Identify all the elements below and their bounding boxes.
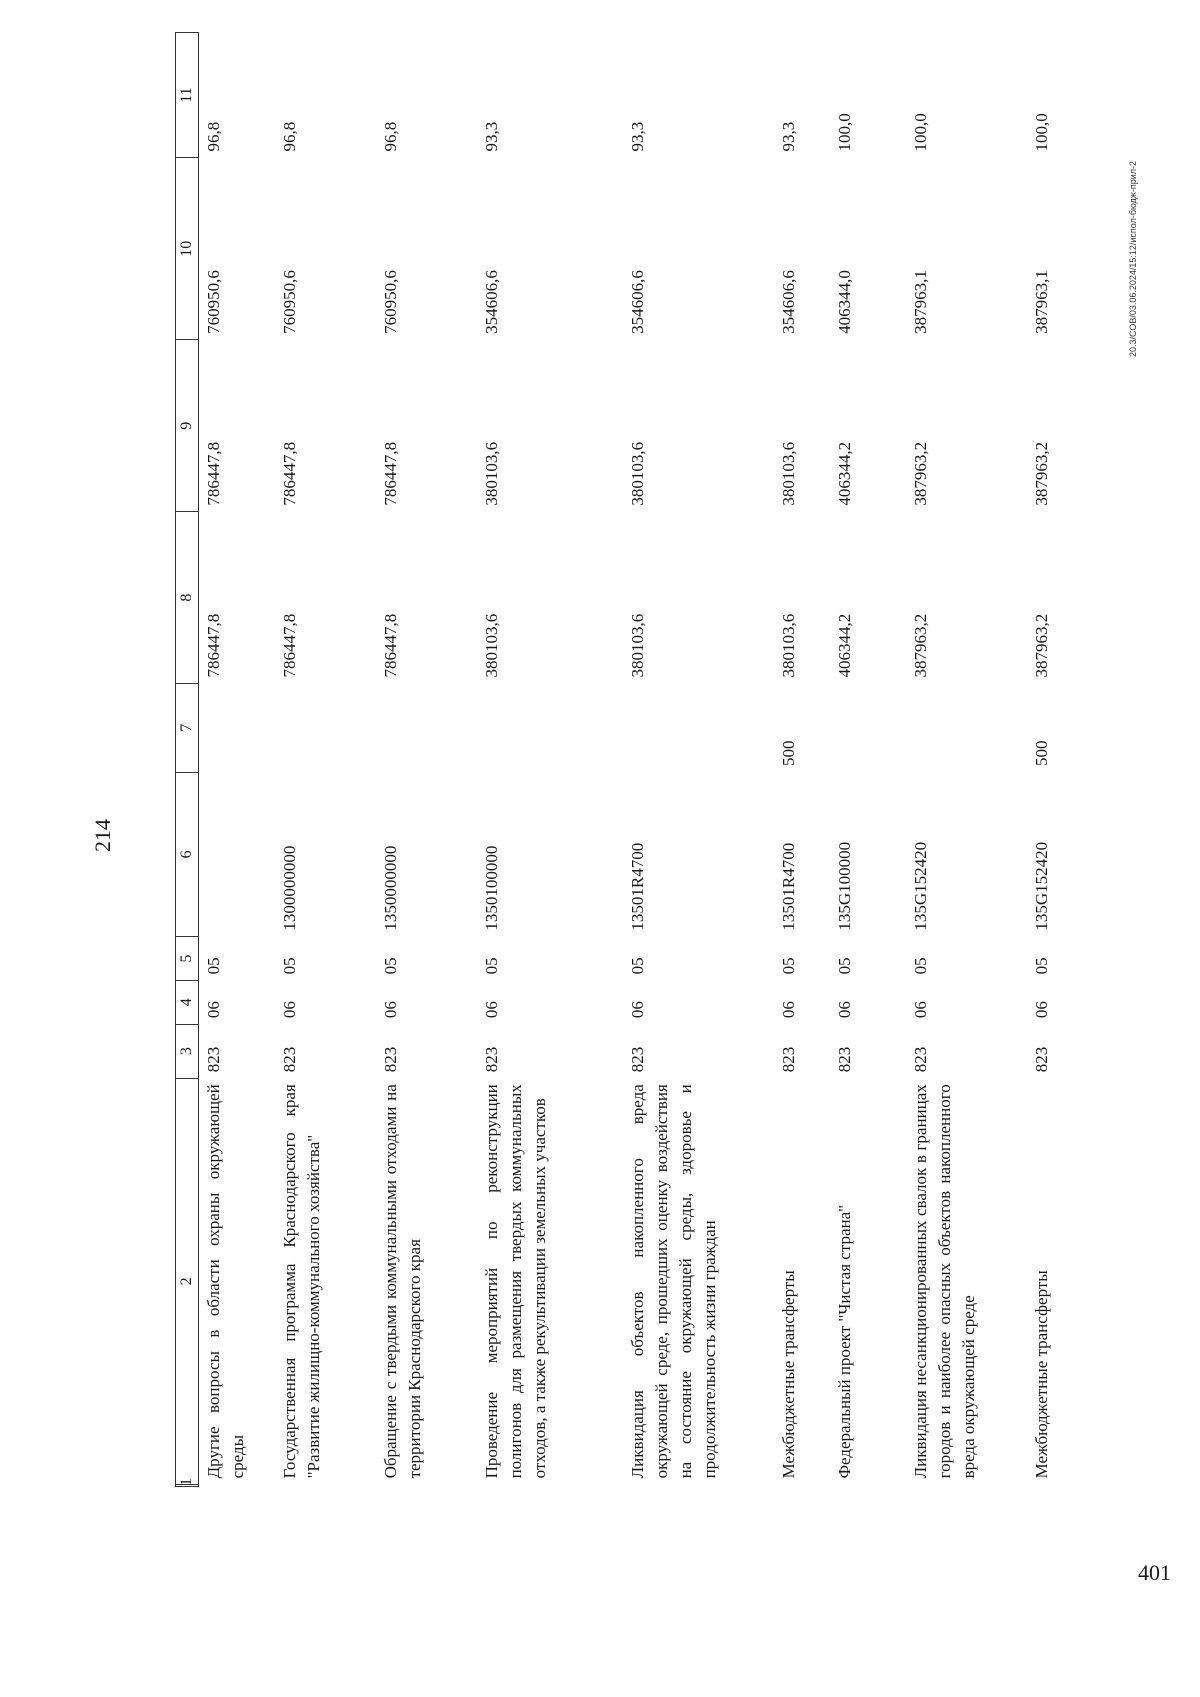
cell-col-1 <box>376 1484 477 1486</box>
cell-col-1 <box>774 1484 830 1486</box>
cell-col-10: 387963,1 <box>1032 270 1051 334</box>
cell-col-9: 406344,2 <box>835 441 854 506</box>
table-row <box>906 33 1027 1487</box>
cell-col-5: 05 <box>911 957 930 975</box>
cell-col-11: 93,3 <box>628 121 647 152</box>
cell-col-5: 05 <box>835 957 854 975</box>
cell-col-11: 100,0 <box>911 113 930 152</box>
cell-col-2: Государственная программа Краснодарского края "Развитие жилищно-коммунального хозяйства" <box>280 1084 323 1479</box>
table-row <box>477 33 623 1487</box>
column-header-3: 3 <box>176 1024 199 1078</box>
cell-col-1 <box>275 1484 376 1486</box>
column-header-1: 1 <box>176 1484 199 1486</box>
table-row <box>275 33 376 1487</box>
cell-col-6: 135G100000 <box>835 841 854 931</box>
cell-col-5: 05 <box>204 957 223 975</box>
column-header-5: 5 <box>176 937 199 981</box>
cell-col-11: 93,3 <box>482 121 501 152</box>
cell-col-7 <box>830 684 906 773</box>
column-header-8: 8 <box>176 512 199 684</box>
cell-col-5: 05 <box>779 957 798 975</box>
cell-col-4: 06 <box>204 1001 223 1019</box>
cell-col-5: 05 <box>1032 957 1051 975</box>
cell-col-4: 06 <box>779 1001 798 1019</box>
cell-col-3: 823 <box>628 1046 647 1073</box>
cell-col-9: 387963,2 <box>1032 441 1051 506</box>
cell-col-7 <box>376 684 477 773</box>
cell-col-11: 96,8 <box>204 121 223 152</box>
cell-col-4: 06 <box>381 1001 400 1019</box>
cell-col-2: Федеральный проект "Чистая страна" <box>835 1204 854 1479</box>
column-header-7: 7 <box>176 684 199 773</box>
table-row <box>376 33 477 1487</box>
cell-col-9: 786447,8 <box>204 441 223 506</box>
sheet-number: 401 <box>1138 1560 1171 1585</box>
cell-col-10: 354606,6 <box>779 270 798 334</box>
cell-col-3: 823 <box>1032 1046 1051 1073</box>
cell-col-4: 06 <box>280 1001 299 1019</box>
cell-col-8: 380103,6 <box>482 613 501 678</box>
cell-col-8: 786447,8 <box>280 613 299 678</box>
table-row <box>774 33 830 1487</box>
cell-col-4: 06 <box>628 1001 647 1019</box>
table-row <box>623 33 774 1487</box>
cell-col-7: 500 <box>1032 740 1051 767</box>
cell-col-7 <box>906 684 1027 773</box>
cell-col-10: 760950,6 <box>280 270 299 334</box>
cell-col-3: 823 <box>482 1046 501 1073</box>
column-header-4: 4 <box>176 980 199 1024</box>
cell-col-2: Ликвидация объектов накопленного вреда окружающей среде, прошедших оценку воздействия на состояние окружающей среды, здоровье и продолжительность жизни граждан <box>628 1084 719 1479</box>
cell-col-9: 387963,2 <box>911 441 930 506</box>
column-header-9: 9 <box>176 340 199 512</box>
cell-col-2: Проведение мероприятий по реконструкции полигонов для размещения твердых коммунальных отходов, а также рекультивации земельных участков <box>482 1084 549 1479</box>
footer-code: 20.3/СОВ/03.06.2024/15:12/испол-бюдж-прил-2 <box>1128 161 1138 357</box>
cell-col-8: 380103,6 <box>628 613 647 678</box>
cell-col-10: 354606,6 <box>628 270 647 334</box>
cell-col-6: 1350000000 <box>381 845 400 931</box>
cell-col-1 <box>477 1484 623 1486</box>
cell-col-10: 760950,6 <box>381 270 400 334</box>
cell-col-5: 05 <box>381 957 400 975</box>
cell-col-3: 823 <box>381 1046 400 1073</box>
cell-col-10: 760950,6 <box>204 270 223 334</box>
cell-col-9: 380103,6 <box>628 441 647 506</box>
table-body <box>199 33 1094 1487</box>
cell-col-4: 06 <box>482 1001 501 1019</box>
cell-col-9: 786447,8 <box>381 441 400 506</box>
cell-col-3: 823 <box>204 1046 223 1073</box>
cell-col-3: 823 <box>835 1046 854 1073</box>
cell-col-4: 06 <box>1032 1001 1051 1019</box>
cell-col-4: 06 <box>911 1001 930 1019</box>
table-row <box>830 33 906 1487</box>
cell-col-5: 05 <box>280 957 299 975</box>
cell-col-11: 100,0 <box>1032 113 1051 152</box>
table-row <box>1027 33 1093 1487</box>
cell-col-7 <box>199 684 276 773</box>
cell-col-7: 500 <box>779 740 798 767</box>
cell-col-1 <box>199 1484 276 1486</box>
column-header-2: 2 <box>176 1078 199 1484</box>
cell-col-10: 406344,0 <box>835 270 854 334</box>
cell-col-3: 823 <box>911 1046 930 1073</box>
cell-col-6: 13501R4700 <box>628 842 647 931</box>
cell-col-7 <box>623 684 774 773</box>
cell-col-6: 1300000000 <box>280 845 299 931</box>
cell-col-6: 1350100000 <box>482 845 501 931</box>
column-header-11: 11 <box>176 33 199 158</box>
cell-col-8: 387963,2 <box>911 613 930 678</box>
cell-col-11: 96,8 <box>381 121 400 152</box>
table-row <box>199 33 276 1487</box>
column-header-6: 6 <box>176 772 199 937</box>
cell-col-8: 387963,2 <box>1032 613 1051 678</box>
cell-col-3: 823 <box>779 1046 798 1073</box>
cell-col-2: Обращение с твердыми коммунальными отходами на территории Краснодарского края <box>381 1084 424 1479</box>
cell-col-10: 354606,6 <box>482 270 501 334</box>
cell-col-11: 96,8 <box>280 121 299 152</box>
cell-col-3: 823 <box>280 1046 299 1073</box>
cell-col-5: 05 <box>628 957 647 975</box>
header-row <box>176 33 199 1487</box>
cell-col-2: Межбюджетные трансферты <box>779 1270 798 1479</box>
cell-col-10: 387963,1 <box>911 270 930 334</box>
cell-col-1 <box>906 1484 1027 1486</box>
cell-col-8: 380103,6 <box>779 613 798 678</box>
cell-col-5: 05 <box>482 957 501 975</box>
cell-col-2: Другие вопросы в области охраны окружающей среды <box>204 1084 247 1479</box>
cell-col-8: 786447,8 <box>204 613 223 678</box>
page-number: 214 <box>90 819 115 852</box>
cell-col-1 <box>830 1484 906 1486</box>
cell-col-6: 135G152420 <box>911 841 930 931</box>
cell-col-4: 06 <box>835 1001 854 1019</box>
cell-col-7 <box>477 684 623 773</box>
cell-col-2: Ликвидация несанкционированных свалок в границах городов и наиболее опасных объектов накопленного вреда окружающей среде <box>911 1084 978 1479</box>
cell-col-6: 135G152420 <box>1032 841 1051 931</box>
budget-table <box>175 32 1093 1487</box>
cell-col-6 <box>199 772 276 937</box>
column-header-10: 10 <box>176 158 199 340</box>
cell-col-8: 406344,2 <box>835 613 854 678</box>
cell-col-6: 13501R4700 <box>779 842 798 931</box>
cell-col-1 <box>623 1484 774 1486</box>
cell-col-7 <box>275 684 376 773</box>
cell-col-2: Межбюджетные трансферты <box>1032 1270 1051 1479</box>
cell-col-8: 786447,8 <box>381 613 400 678</box>
cell-col-9: 380103,6 <box>779 441 798 506</box>
cell-col-9: 380103,6 <box>482 441 501 506</box>
cell-col-11: 100,0 <box>835 113 854 152</box>
cell-col-9: 786447,8 <box>280 441 299 506</box>
cell-col-11: 93,3 <box>779 121 798 152</box>
cell-col-1 <box>1027 1484 1093 1486</box>
